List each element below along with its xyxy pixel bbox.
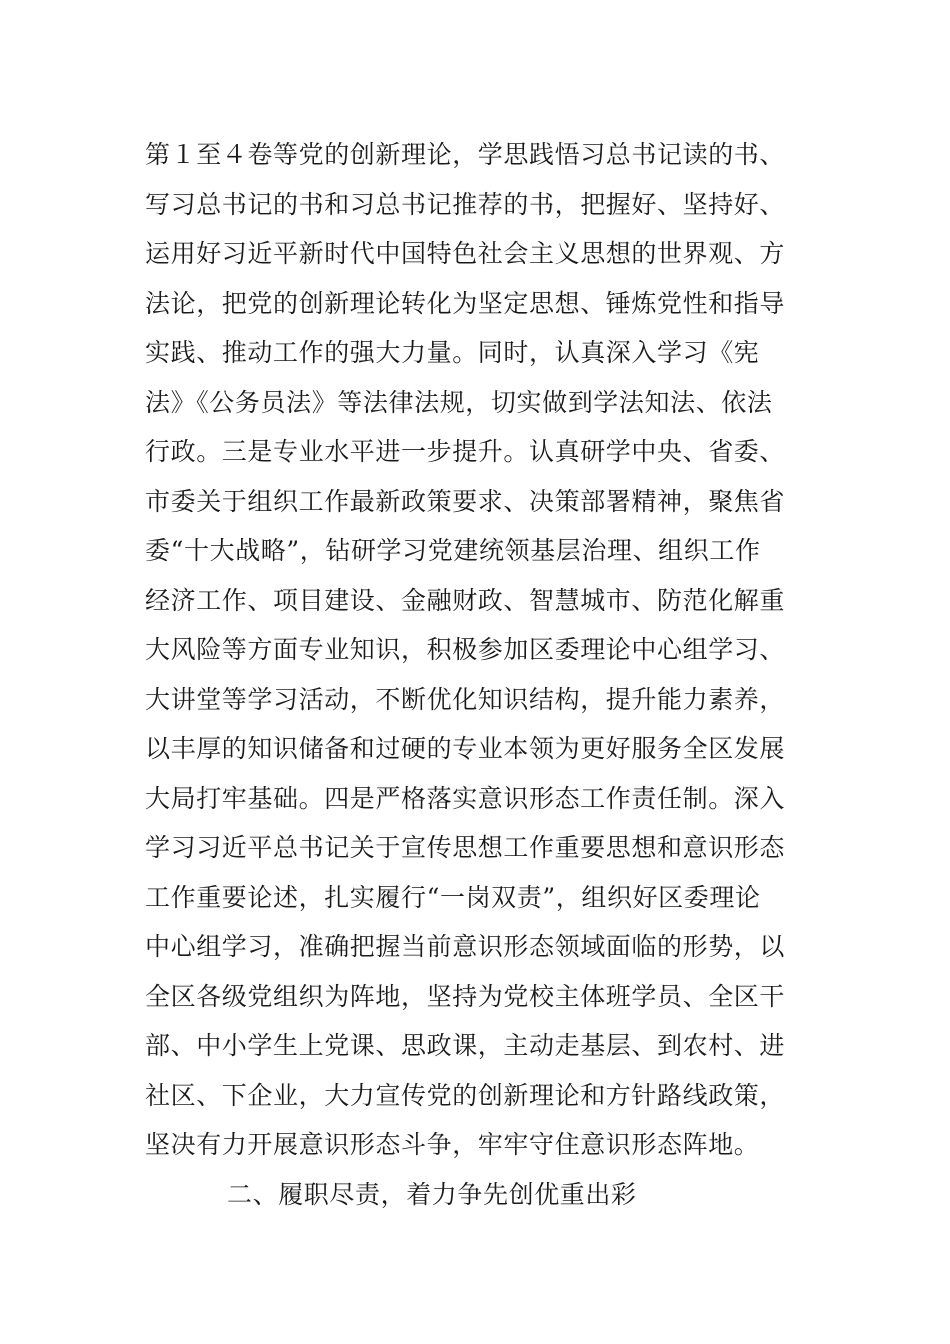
text-line: 写习总书记的书和习总书记推荐的书，把握好、坚持好、 (145, 189, 786, 219)
document-body (145, 130, 815, 1219)
text-line: 法论，把党的创新理论转化为坚定思想、锤炼党性和指导 (145, 288, 786, 318)
text-line: 学习习近平总书记关于宣传思想工作重要思想和意识形态 (145, 833, 786, 862)
text-line: 以丰厚的知识储备和过硬的专业本领为更好服务全区发展 (145, 734, 786, 763)
text-line: 大局打牢基础。四是严格落实意识形态工作责任制。深入 (145, 783, 786, 813)
text-line: 工作重要论述，扎实履行“一岗双责”，组织好区委理论 (145, 882, 761, 912)
text-line: 全区各级党组织为阵地，坚持为党校主体班学员、全区干 (145, 981, 786, 1011)
text-line: 法》《公务员法》等法律法规，切实做到学法知法、依法 (145, 387, 773, 417)
text-line: 中心组学习，准确把握当前意识形态领域面临的形势，以 (145, 932, 786, 961)
text-line: 大风险等方面专业知识，积极参加区委理论中心组学习、 (145, 635, 786, 664)
text-line: 委“十大战略”，钻研学习党建统领基层治理、组织工作 (145, 536, 761, 565)
text-line: 社区、下企业，大力宣传党的创新理论和方针路线政策， (145, 1080, 786, 1110)
text-line: 运用好习近平新时代中国特色社会主义思想的世界观、方 (145, 239, 786, 268)
text-line: 市委关于组织工作最新政策要求、决策部署精神，聚焦省 (145, 486, 786, 516)
text-line: 大讲堂等学习活动，不断优化知识结构，提升能力素养， (145, 684, 786, 714)
text-line: 坚决有力开展意识形态斗争，牢牢守住意识形态阵地。 (145, 1130, 760, 1159)
text-line: 行政。三是专业水平进一步提升。认真研学中央、省委、 (145, 437, 786, 466)
text-line: 部、中小学生上党课、思政课，主动走基层、到农村、进 (145, 1031, 786, 1060)
text-line: 经济工作、项目建设、金融财政、智慧城市、防范化解重 (145, 585, 786, 615)
text-line: 实践、推动工作的强大力量。同时，认真深入学习《宪 (145, 338, 760, 367)
text-line: 第１至４卷等党的创新理论，学思践悟习总书记读的书、 (145, 140, 786, 169)
section-heading: 二、履职尽责，着力争先创优重出彩 (227, 1179, 637, 1209)
